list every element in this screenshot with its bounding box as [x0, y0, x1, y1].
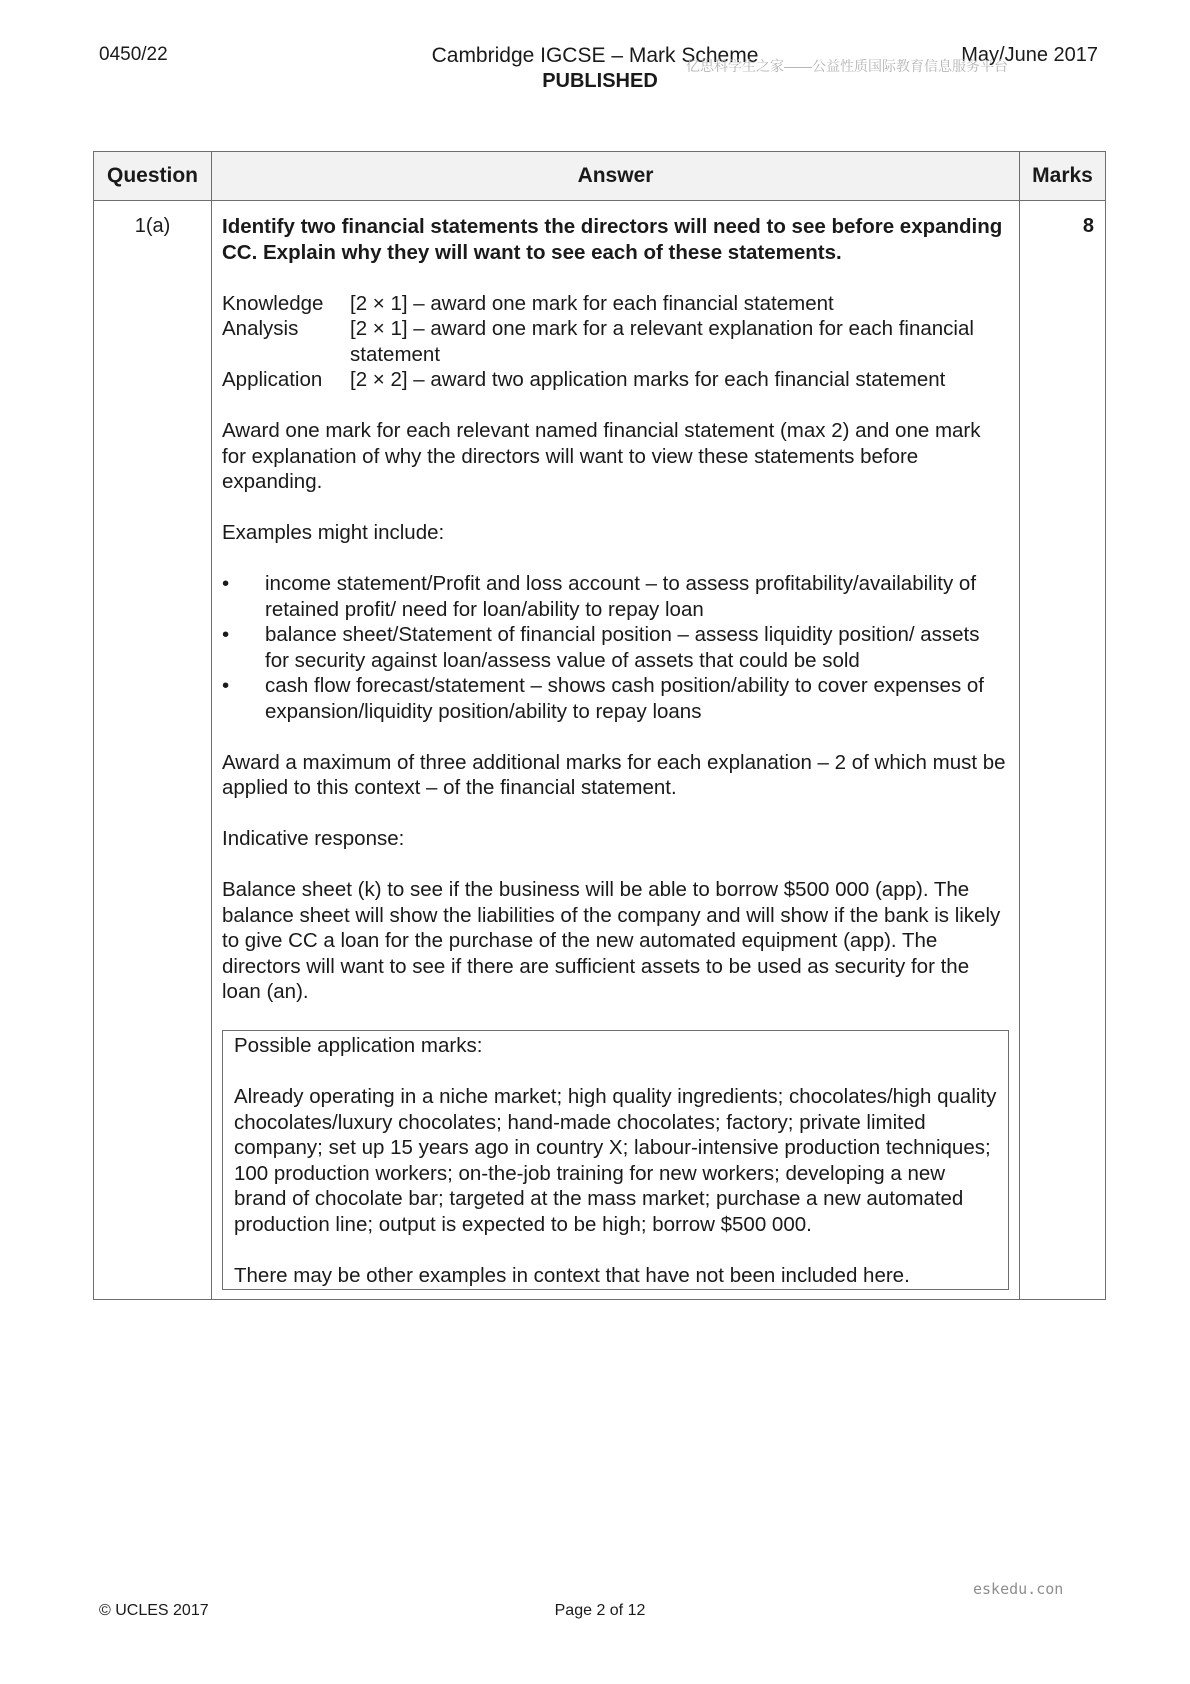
- criteria-row: [222, 367, 1009, 393]
- criteria-row: [222, 291, 1009, 317]
- criteria-text: [2 × 1] – award one mark for a relevant explanation for each financial statement: [350, 317, 974, 366]
- bullet-icon: •: [222, 572, 230, 595]
- page-number: Page 2 of 12: [554, 1602, 646, 1619]
- list-item-text: cash flow forecast/statement – shows cash position/ability to cover expenses of expansion/liquidity position/ability to repay loans: [265, 674, 985, 723]
- document-title: Cambridge IGCSE – Mark Scheme: [431, 44, 759, 67]
- application-box-text: Already operating in a niche market; high quality ingredients; chocolates/high quality chocolates/luxury chocolates; hand-made chocolates; factory; private limited company; set up 15 years ago in country X; labour-intensive production techniques; 100 production workers; on-the-job training for new workers; developing a new brand of chocolate bar; targeted at the mass market; purchase a new automated production line; output is expected to be high; borrow $500 000.: [234, 1085, 997, 1236]
- indicative-response-text: Balance sheet (k) to see if the business will be able to borrow $500 000 (app). The balance sheet will show the liabilities of the company and will show if the bank is likely to give CC a loan for the purchase of the new automated equipment (app). The directors will want to see if there are sufficient assets to be used as security for the loan (an).: [222, 878, 1001, 1003]
- criteria-text: [2 × 2] – award two application marks for each financial statement: [350, 368, 946, 391]
- list-item-text: balance sheet/Statement of financial position – assess liquidity position/ assets for security against loan/assess value of assets that could be sold: [265, 623, 980, 672]
- answer-cell: [212, 201, 1020, 1300]
- question-prompt: Identify two financial statements the directors will need to see before expanding CC. Explain why they will want to see each of these statements.: [222, 215, 1003, 264]
- bullet-icon: •: [222, 674, 230, 697]
- list-item: [222, 622, 1009, 673]
- examples-intro: Examples might include:: [222, 521, 445, 544]
- mark-scheme-table: [93, 151, 1106, 1300]
- assessment-criteria: [222, 291, 1009, 393]
- table-row: [94, 201, 1106, 1300]
- exam-code: 0450/22: [99, 44, 168, 65]
- criteria-label: Application: [222, 368, 323, 391]
- criteria-label: Knowledge: [222, 291, 324, 315]
- examples-list: [222, 571, 1009, 724]
- answer-column-header: Answer: [212, 152, 1020, 201]
- application-box-note: There may be other examples in context that have not been included here.: [234, 1263, 910, 1287]
- bullet-icon: •: [222, 623, 230, 646]
- criteria-label: Analysis: [222, 317, 299, 340]
- indicative-response-label: Indicative response:: [222, 827, 405, 850]
- additional-marks-guidance: Award a maximum of three additional marks for each explanation – 2 of which must be applied to this context – of the financial statement.: [222, 750, 1006, 799]
- published-label: PUBLISHED: [542, 70, 658, 92]
- award-guidance: Award one mark for each relevant named financial statement (max 2) and one mark for explanation of why the directors will want to view these statements before expanding.: [222, 419, 981, 493]
- question-column-header: Question: [94, 152, 212, 201]
- criteria-row: [222, 316, 1009, 367]
- site-watermark: eskedu.con: [973, 1580, 1064, 1598]
- copyright-text: © UCLES 2017: [99, 1602, 209, 1619]
- watermark-text: 亿思科学生之家——公益性质国际教育信息服务平台: [686, 58, 1008, 74]
- application-marks-box: [222, 1030, 1009, 1290]
- application-box-title: Possible application marks:: [234, 1034, 483, 1057]
- list-item: [222, 673, 1009, 724]
- table-header-row: [94, 152, 1106, 201]
- question-number: 1(a): [94, 201, 212, 1300]
- criteria-text: [2 × 1] – award one mark for each financial statement: [350, 291, 834, 315]
- marks-column-header: Marks: [1020, 152, 1106, 201]
- marks-value: 8: [1020, 201, 1106, 1300]
- list-item: [222, 571, 1009, 622]
- exam-session: May/June 2017: [961, 44, 1098, 66]
- list-item-text: income statement/Profit and loss account – to assess profitability/availability of retained profit/ need for loan/ability to repay loan: [265, 572, 977, 621]
